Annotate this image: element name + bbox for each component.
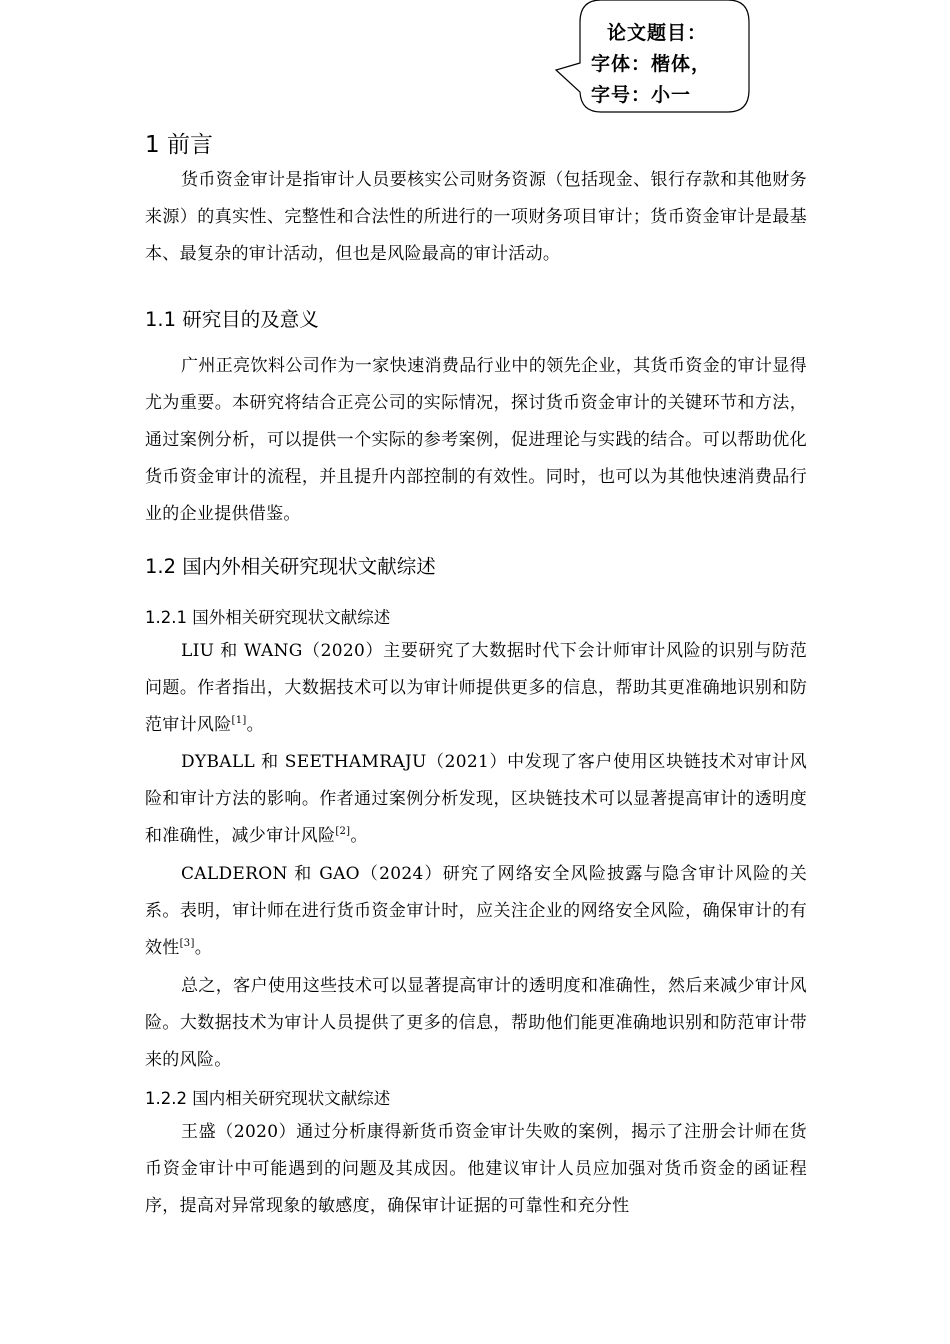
callout-text — [591, 18, 751, 111]
section-1-2-heading: 1.2 国内外相关研究现状文献综述 — [145, 555, 436, 578]
callout-line-3: 字号：小一 — [591, 84, 692, 106]
paragraph-text: CALDERON 和 GAO（2024）研究了网络安全风险披露与隐含审计风险的关系。表明，审计师在进行货币资金审计时，应关注企业的网络安全风险，确保审计的有效性 — [145, 864, 807, 958]
annotation-callout — [553, 0, 753, 116]
citation-ref-3: [3] — [179, 938, 195, 949]
section-1-paragraph: 货币资金审计是指审计人员要核实公司财务资源（包括现金、银行存款和其他财务来源）的真实性、完整性和合法性的所进行的一项财务项目审计；货币资金审计是最基本、最复杂的审计活动，但也是风险最高的审计活动。 — [145, 170, 807, 264]
section-1-2-2-paragraph-1: 王盛（2020）通过分析康得新货币资金审计失败的案例，揭示了注册会计师在货币资金审计中可能遇到的问题及其成因。他建议审计人员应加强对货币资金的函证程序，提高对异常现象的敏感度，确保审计证据的可靠性和充分性 — [145, 1122, 807, 1216]
section-1-2-1-paragraph-1 — [145, 633, 807, 744]
paragraph-end: 。 — [350, 826, 368, 846]
section-1-2-1-heading: 1.2.1 国外相关研究现状文献综述 — [145, 608, 391, 627]
section-1-1-paragraph: 广州正亮饮料公司作为一家快速消费品行业中的领先企业，其货币资金的审计显得尤为重要。本研究将结合正亮公司的实际情况，探讨货币资金审计的关键环节和方法，通过案例分析，可以提供一个实际的参考案例，促进理论与实践的结合。可以帮助优化货币资金审计的流程，并且提升内部控制的有效性。同时，也可以为其他快速消费品行业的企业提供借鉴。 — [145, 356, 807, 524]
section-1-2-2-heading: 1.2.2 国内相关研究现状文献综述 — [145, 1089, 391, 1108]
section-1-2-1-paragraph-2 — [145, 744, 807, 855]
section-1-1-heading: 1.1 研究目的及意义 — [145, 308, 319, 331]
section-1-2-1-paragraph-3 — [145, 856, 807, 967]
callout-line-1: 论文题目： — [607, 22, 708, 44]
section-1-2-1-paragraph-4: 总之，客户使用这些技术可以显著提高审计的透明度和准确性，然后来减少审计风险。大数据技术为审计人员提供了更多的信息，帮助他们能更准确地识别和防范审计带来的风险。 — [145, 976, 807, 1070]
paragraph-end: 。 — [194, 938, 212, 958]
section-1-heading: 1 前言 — [145, 132, 213, 158]
paragraph-text: DYBALL 和 SEETHAMRAJU（2021）中发现了客户使用区块链技术对审计风险和审计方法的影响。作者通过案例分析发现，区块链技术可以显著提高审计的透明度和准确性，减少审计风险 — [145, 752, 807, 846]
callout-line-2: 字体：楷体， — [591, 53, 712, 75]
citation-ref-2: [2] — [335, 826, 351, 837]
paragraph-text: LIU 和 WANG（2020）主要研究了大数据时代下会计师审计风险的识别与防范问题。作者指出，大数据技术可以为审计师提供更多的信息，帮助其更准确地识别和防范审计风险 — [145, 641, 807, 735]
paragraph-end: 。 — [246, 715, 264, 735]
citation-ref-1: [1] — [231, 715, 247, 726]
